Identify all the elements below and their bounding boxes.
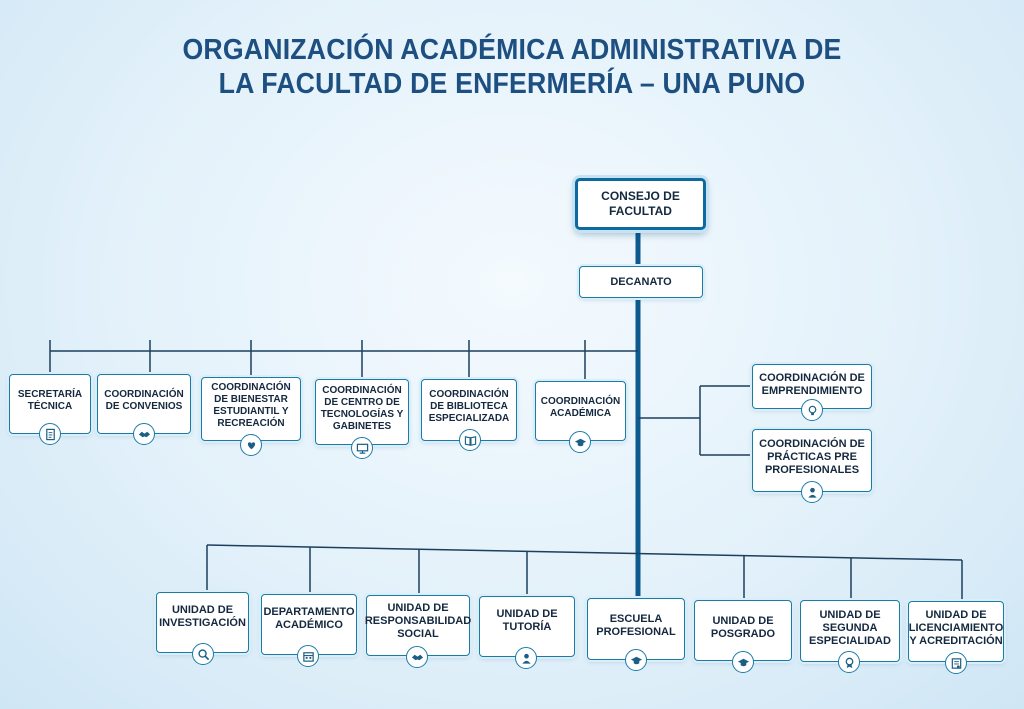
lightbulb-icon <box>801 399 823 421</box>
unidad-posgrado-label: UNIDAD DE POSGRADO <box>710 614 776 640</box>
nurse-icon <box>801 481 823 503</box>
certificate-icon <box>945 652 967 674</box>
chart-title-line-2: LA FACULTAD DE ENFERMERÍA – UNA PUNO <box>218 68 806 100</box>
heart-hands-icon <box>240 434 262 456</box>
decanato-box[interactable] <box>579 266 703 298</box>
unidad-segunda-especialidad-label: UNIDAD DE SEGUNDA ESPECIALIDAD <box>809 608 891 647</box>
coordinacion-bienestar-label: COORDINACIÓN DE BIENESTAR ESTUDIANTIL Y RECREACIÓN <box>211 382 291 429</box>
secretaria-tecnica-label: SECRETARÍA TÉCNICA <box>17 389 83 412</box>
graduation-cap-icon <box>732 651 754 673</box>
coordinacion-bienestar-box[interactable] <box>201 377 301 441</box>
document-icon <box>39 423 61 445</box>
coordinacion-emprendimiento-label: COORDINACIÓN DE EMPRENDIMIENTO <box>759 371 865 397</box>
level3-bus <box>207 545 962 560</box>
chart-title-line-1: ORGANIZACIÓN ACADÉMICA ADMINISTRATIVA DE <box>182 34 842 66</box>
magnifier-icon <box>192 643 214 665</box>
book-icon <box>459 429 481 451</box>
graduation-cap-icon <box>569 431 591 453</box>
handshake-icon <box>406 646 428 668</box>
medal-icon <box>838 651 860 673</box>
monitor-icon <box>351 437 373 459</box>
coordinacion-practicas-label: COORDINACIÓN DE PRÁCTICAS PRE PROFESIONALES <box>759 438 865 476</box>
coordinacion-biblioteca-label: COORDINACIÓN DE BIBLIOTECA ESPECIALIZADA <box>428 389 510 424</box>
unidad-licenciamiento-label: UNIDAD DE LICENCIAMIENTO Y ACREDITACIÓN <box>908 609 1004 647</box>
calendar-icon <box>297 645 319 667</box>
departamento-academico-label: DEPARTAMENTO ACADÉMICO <box>263 605 355 631</box>
mentor-icon <box>515 647 537 669</box>
decanato-label: DECANATO <box>610 275 672 288</box>
unidad-tutoria-label: UNIDAD DE TUTORÍA <box>496 607 558 633</box>
consejo-de-facultad-box[interactable] <box>575 178 706 230</box>
coordinacion-academica-label: COORDINACIÓN ACADÉMICA <box>540 396 621 419</box>
coordinacion-tecnologias-label: COORDINACIÓN DE CENTRO DE TECNOLOGÍAS Y GABINETES <box>320 385 404 432</box>
handshake-icon <box>133 423 155 445</box>
consejo-de-facultad-label: CONSEJO DE FACULTAD <box>601 189 680 218</box>
coordinacion-tecnologias-box[interactable] <box>315 379 409 445</box>
escuela-profesional-label: ESCUELA PROFESIONAL <box>596 613 676 638</box>
coordinacion-convenios-label: COORDINACIÓN DE CONVENIOS <box>104 389 184 412</box>
unidad-responsabilidad-social-label: UNIDAD DE RESPONSABILIDAD SOCIAL <box>364 602 472 640</box>
graduation-cap-icon <box>625 649 647 671</box>
unidad-investigacion-label: UNIDAD DE INVESTIGACIÓN <box>159 603 246 629</box>
